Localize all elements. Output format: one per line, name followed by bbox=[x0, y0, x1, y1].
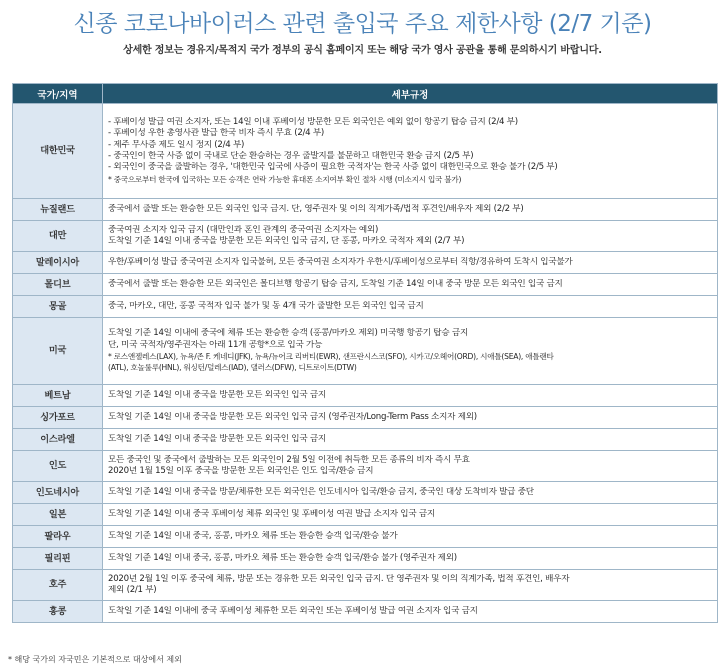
table-row bbox=[13, 482, 718, 504]
rule-line: 도착일 기준 14일 이내 중국을 방문한 모든 외국인 입국 금지, 단 홍콩, 마카오 국적자 제외 (2/7 부) bbox=[108, 236, 465, 246]
rule-line: - 후베이성 우한 총영사관 발급 한국 비자 즉시 무효 (2/4 부) bbox=[108, 128, 325, 139]
table-row bbox=[13, 252, 718, 274]
table-row bbox=[13, 318, 718, 385]
rule-line: 중국여권 소지자 입국 금지 (대만인과 혼인 관계의 중국여권 소지자는 예외) bbox=[108, 224, 379, 235]
table-row bbox=[13, 296, 718, 318]
rule-line: 우한/후베이성 발급 중국여권 소지자 입국불허, 모든 중국여권 소지자가 우한시/후베이성으로부터 직항/경유하여 도착시 입국불가 bbox=[108, 256, 573, 267]
table-row bbox=[13, 451, 718, 482]
rule-line: - 중국인이 한국 사증 없이 국내로 단순 환승하는 경우 출발지를 불문하고 대한민국 환승 금지 (2/5 부) bbox=[108, 151, 474, 161]
rules-cell bbox=[103, 385, 718, 407]
rule-line: 중국에서 출발 또는 환승한 모든 외국인 입국 금지. 단, 영주권자 및 이의 직계가족/법적 후견인/배우자 제외 (2/2 부) bbox=[108, 203, 524, 214]
rules-cell bbox=[103, 504, 718, 526]
rule-line: 도착일 기준 14일 이내에 중국에 체류 또는 환승한 승객 (홍콩/마카오 제외) 미국행 항공기 탑승 금지 bbox=[108, 328, 468, 339]
table-row bbox=[13, 429, 718, 451]
country-cell: 베트남 bbox=[13, 385, 103, 407]
rule-line: - 외국인이 중국을 출발하는 경우, '대한민국 입국에 사증이 필요한 국적자'는 한국 사증 없이 대한민국으로 환승 불가 (2/5 부) bbox=[108, 162, 558, 173]
rules-cell bbox=[103, 274, 718, 296]
country-cell: 일본 bbox=[13, 504, 103, 526]
table-row bbox=[13, 548, 718, 570]
page-title: 신종 코로나바이러스 관련 출입국 주요 제한사항 (2/7 기준) bbox=[73, 11, 652, 37]
page-subtitle: 상세한 정보는 경유지/목적지 국가 정부의 공식 홈페이지 또는 해당 국가 영사 공관을 통해 문의하시기 바랍니다. bbox=[123, 45, 602, 56]
table-row bbox=[13, 504, 718, 526]
column-header-country: 국가/지역 bbox=[13, 84, 103, 104]
rules-cell bbox=[103, 252, 718, 274]
country-cell: 말레이시아 bbox=[13, 252, 103, 274]
country-cell: 몽골 bbox=[13, 296, 103, 318]
rules-cell bbox=[103, 104, 718, 199]
rules-cell bbox=[103, 221, 718, 252]
rule-line: 2020년 2월 1일 이후 중국에 체류, 방문 또는 경유한 모든 외국인 입국 금지. 단 영주권자 및 이의 직계가족, 법적 후견인, 배우자 bbox=[108, 573, 570, 584]
rule-line: 도착일 기준 14일 이내에 중국 후베이성 체류한 모든 외국인 또는 후베이성 발급 여권 소지자 입국 금지 bbox=[108, 605, 478, 616]
rules-cell bbox=[103, 526, 718, 548]
rule-line: * 로스앤젤레스(LAX), 뉴욕/존 F. 케네디(JFK), 뉴욕/뉴어크 리버티(EWR), 샌프란시스코(SFO), 시카고/오헤어(ORD), 시애틀(SEA), 애틀랜타 bbox=[108, 352, 554, 361]
country-cell: 뉴질랜드 bbox=[13, 199, 103, 221]
table-row bbox=[13, 274, 718, 296]
column-header-rules: 세부규정 bbox=[103, 84, 718, 104]
rules-cell bbox=[103, 548, 718, 570]
rule-line: 제외 (2/1 부) bbox=[108, 585, 157, 595]
country-cell: 미국 bbox=[13, 318, 103, 385]
rules-cell bbox=[103, 318, 718, 385]
rule-line: 중국에서 출발 또는 환승한 모든 외국인은 몰디브행 항공기 탑승 금지, 도착일 기준 14일 이내 중국 방문 모든 외국인 입국 금지 bbox=[108, 278, 563, 289]
rules-cell bbox=[103, 482, 718, 504]
rule-line: 도착일 기준 14일 이내 중국을 방문한 모든 외국인 입국 금지 bbox=[108, 389, 326, 400]
country-cell: 이스라엘 bbox=[13, 429, 103, 451]
table-body bbox=[13, 104, 718, 623]
rule-line: - 후베이성 발급 여권 소지자, 또는 14일 이내 후베이성 방문한 모든 외국인은 예외 없이 항공기 탑승 금지 (2/4 부) bbox=[108, 116, 518, 127]
table-row bbox=[13, 199, 718, 221]
table-row bbox=[13, 570, 718, 601]
restrictions-table bbox=[12, 83, 718, 623]
country-cell: 대만 bbox=[13, 221, 103, 252]
country-cell: 인도네시아 bbox=[13, 482, 103, 504]
rules-cell bbox=[103, 601, 718, 623]
rule-line: 도착일 기준 14일 이내 중국 후베이성 체류 외국인 및 후베이성 여권 발급 소지자 입국 금지 bbox=[108, 508, 435, 519]
country-cell: 대한민국 bbox=[13, 104, 103, 199]
rules-cell bbox=[103, 570, 718, 601]
table-row bbox=[13, 385, 718, 407]
country-cell: 인도 bbox=[13, 451, 103, 482]
country-cell: 호주 bbox=[13, 570, 103, 601]
rule-line: 도착일 기준 14일 이내 중국을 방문/체류한 모든 외국인은 인도네시아 입국/환승 금지, 중국인 대상 도착비자 발급 중단 bbox=[108, 486, 534, 497]
country-cell: 필리핀 bbox=[13, 548, 103, 570]
country-cell: 팔라우 bbox=[13, 526, 103, 548]
rule-line: 도착일 기준 14일 이내 중국을 방문한 모든 외국인 입국 금지 (영주권자/Long-Term Pass 소지자 제외) bbox=[108, 411, 477, 422]
rules-cell bbox=[103, 451, 718, 482]
table-row bbox=[13, 407, 718, 429]
table-row bbox=[13, 104, 718, 199]
country-cell: 홍콩 bbox=[13, 601, 103, 623]
rule-line: 도착일 기준 14일 이내 중국을 방문한 모든 외국인 입국 금지 bbox=[108, 433, 326, 444]
table-row bbox=[13, 526, 718, 548]
rule-line: 모든 중국인 및 중국에서 출발하는 모든 외국인이 2월 5일 이전에 취득한 모든 종류의 비자 즉시 무효 bbox=[108, 454, 470, 465]
rule-line: 중국, 마카오, 대만, 홍콩 국적자 입국 불가 및 동 4개 국가 출발한 모든 외국인 입국 금지 bbox=[108, 300, 424, 311]
table-row bbox=[13, 601, 718, 623]
rule-line: 단, 미국 국적자/영주권자는 아래 11개 공항*으로 입국 가능 bbox=[108, 339, 323, 350]
rules-cell bbox=[103, 407, 718, 429]
rule-line: 도착일 기준 14일 이내 중국, 홍콩, 마카오 체류 또는 환승한 승객 입국/환승 불가 bbox=[108, 530, 398, 541]
rule-line: - 제주 무사증 제도 일시 정지 (2/4 부) bbox=[108, 139, 245, 150]
rule-line: (ATL), 호놀룰루(HNL), 워싱턴/덜레스(IAD), 댈러스(DFW), 디트로이트(DTW) bbox=[108, 363, 357, 373]
rules-cell bbox=[103, 296, 718, 318]
table-header-row bbox=[13, 84, 718, 104]
rule-line: * 중국으로부터 한국에 입국하는 모든 승객은 연락 가능한 휴대폰 소지여부 확인 절차 시행 (미소지시 입국 불가) bbox=[108, 174, 462, 184]
rules-cell bbox=[103, 199, 718, 221]
country-cell: 싱가포르 bbox=[13, 407, 103, 429]
rules-cell bbox=[103, 429, 718, 451]
footnote: * 해당 국가의 자국민은 기본적으로 대상에서 제외 bbox=[8, 655, 182, 664]
country-cell: 몰디브 bbox=[13, 274, 103, 296]
table-row bbox=[13, 221, 718, 252]
rule-line: 2020년 1월 15일 이후 중국을 방문한 모든 외국인은 인도 입국/환승 금지 bbox=[108, 466, 374, 476]
rule-line: 도착일 기준 14일 이내 중국, 홍콩, 마카오 체류 또는 환승한 승객 입국/환승 불가 (영주권자 제외) bbox=[108, 552, 457, 563]
